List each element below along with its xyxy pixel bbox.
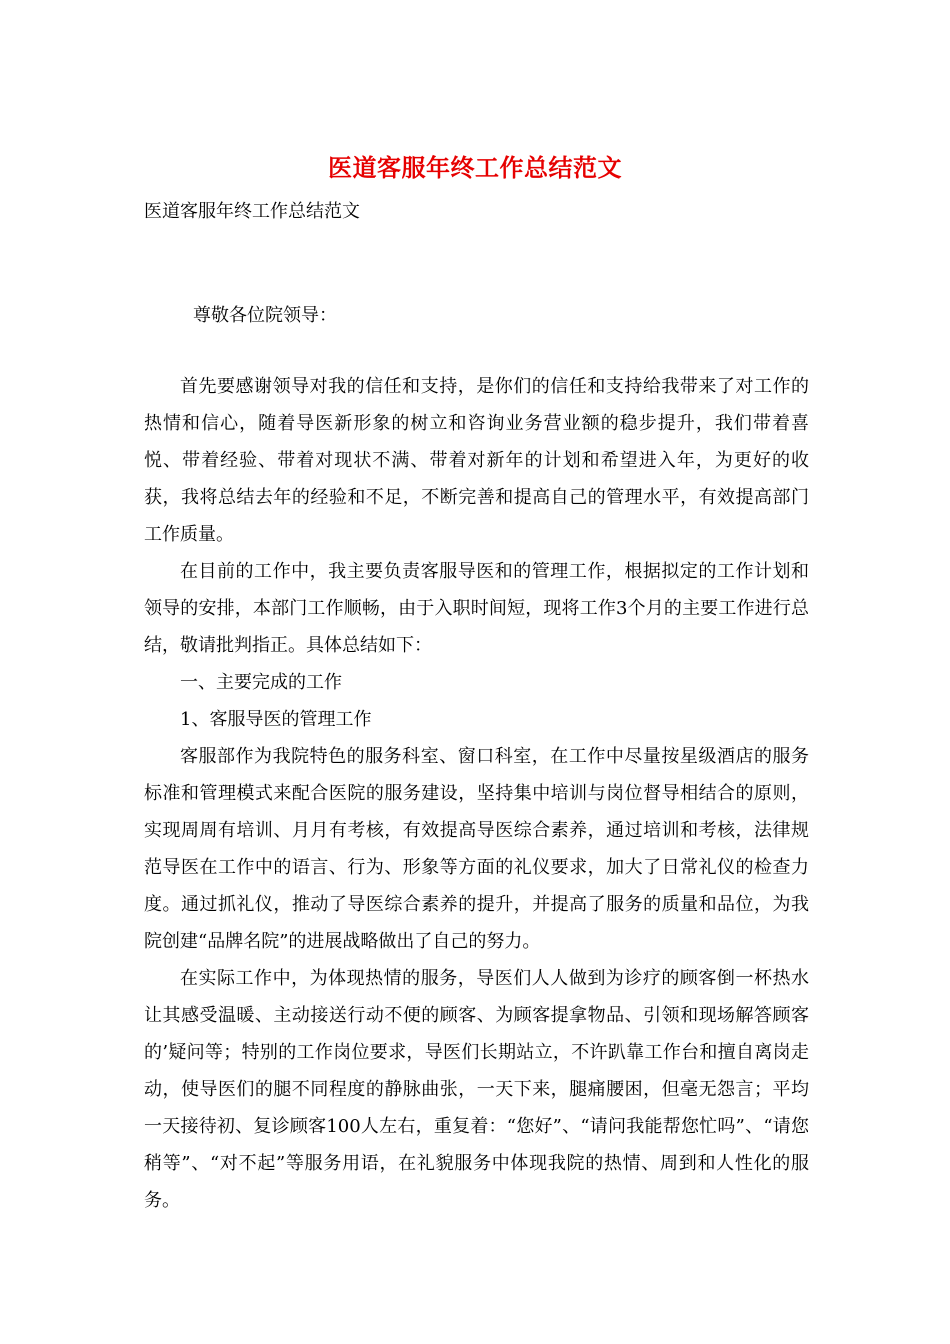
salutation: 尊敬各位院领导： [193,305,337,326]
section-heading: 一、主要完成的工作 [180,672,342,693]
paragraph: 客服部作为我院特色的服务科室、窗口科室，在工作中尽量按星级酒店的服务标准和管理模式来配合医院的服务建设，坚持集中培训与岗位督导相结合的原则，实现周周有培训、月月有考核，有效提高导医综合素养，通过培训和考核，法律规范导医在工作中的语言、行为、形象等方面的礼仪要求，加大了日常礼仪的检查力度。通过抓礼仪，推动了导医综合素养的提升，并提高了服务的质量和品位，为我院创建“品牌名院”的进展战略做出了自己的努力。 [144,746,809,952]
paragraph: 在目前的工作中，我主要负责客服导医和的管理工作，根据拟定的工作计划和领导的安排，本部门工作顺畅，由于入职时间短，现将工作3个月的主要工作进行总结，敬请批判指正。具体总结如下： [144,561,809,656]
document-body [144,368,809,1219]
paragraph: 在实际工作中，为体现热情的服务，导医们人人做到为诊疗的顾客倒一杯热水让其感受温暖、主动接送行动不便的顾客、为顾客提拿物品、引领和现场解答顾客的’疑问等；特别的工作岗位要求，导医们长期站立，不许趴靠工作台和擅自离岗走动，使导医们的腿不同程度的静脉曲张，一天下来，腿痛腰困，但毫无怨言；平均一天接待初、复诊顾客100人左右，重复着：“您好”、“请问我能帮您忙吗”、“请您稍等”、“对不起”等服务用语，在礼貌服务中体现我院的热情、周到和人性化的服务。 [144,968,809,1211]
document-title: 医道客服年终工作总结范文 [328,153,622,182]
paragraph: 首先要感谢领导对我的信任和支持，是你们的信任和支持给我带来了对工作的热情和信心，随着导医新形象的树立和咨询业务营业额的稳步提升，我们带着喜悦、带着经验、带着对现状不满、带着对新年的计划和希望进入年，为更好的收获，我将总结去年的经验和不足，不断完善和提高自己的管理水平，有效提高部门工作质量。 [144,376,809,545]
document-subtitle: 医道客服年终工作总结范文 [144,201,360,222]
subsection-heading: 1、客服导医的管理工作 [180,709,372,730]
